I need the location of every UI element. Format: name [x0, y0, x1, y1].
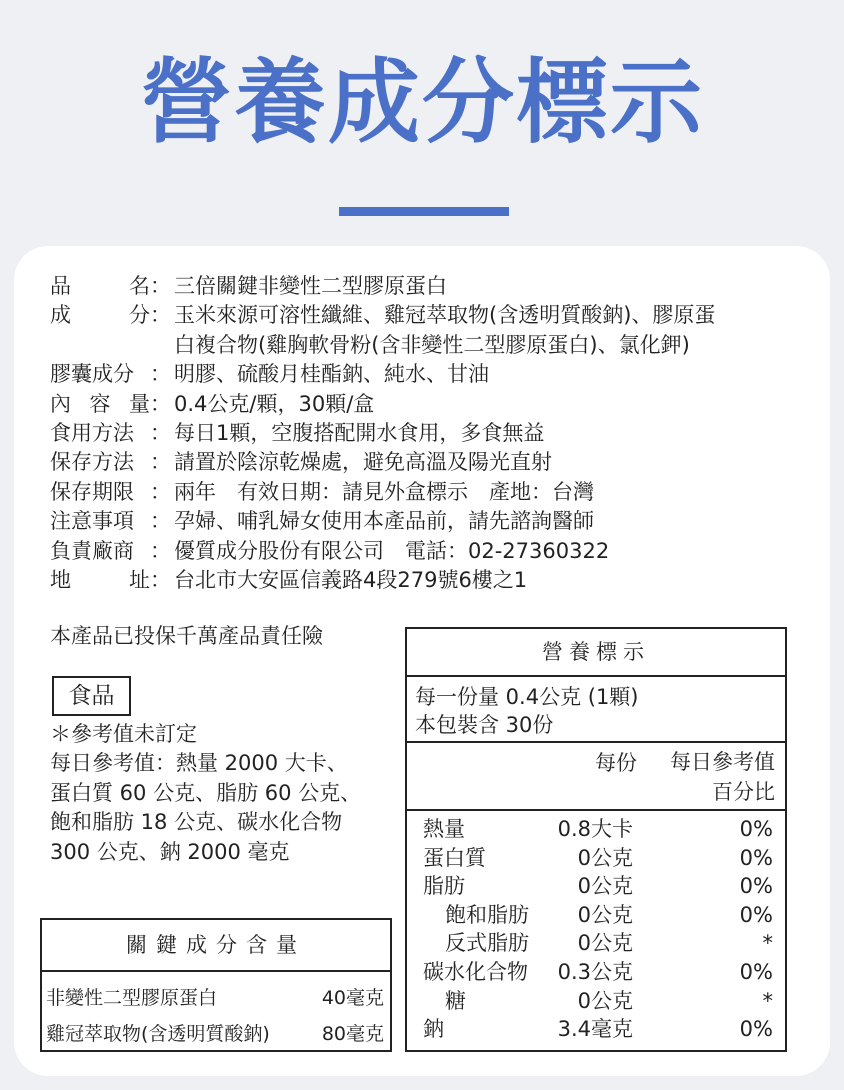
info-value: 玉米來源可溶性纖維、雞冠萃取物(含透明質酸鈉)、膠原蛋 白複合物(雞胸軟骨粉(含非變性二型膠原蛋白)、氯化鉀): [174, 303, 716, 357]
nutrition-row: 脂肪 0公克 0%: [423, 874, 773, 899]
info-row-shelf-life: 保存期限 ： 兩年 有效日期：請見外盒標示 產地：台灣: [50, 478, 810, 507]
nutrition-row: 碳水化合物 0.3公克 0%: [423, 959, 773, 984]
page-title: 營養成分標示: [139, 49, 704, 156]
info-row-capsule: 膠囊成分 ： 明膠、硫酸月桂酯鈉、純水、甘油: [50, 360, 810, 389]
nutrition-column-headers: [407, 743, 785, 811]
info-value: 三倍關鍵非變性二型膠原蛋白: [174, 274, 447, 298]
info-label: 保存期限: [50, 479, 134, 504]
ref-line: 300 公克、鈉 2000 毫克: [50, 839, 290, 864]
key-name: 雞冠萃取物(含透明質酸鈉): [46, 1023, 270, 1045]
ref-line: ＊參考值未訂定: [50, 722, 197, 746]
info-row-address: 地 址 ： 台北市大安區信義路4段279號6樓之1: [50, 566, 810, 595]
info-row-caution: 注意事項 ： 孕婦、哺乳婦女使用本產品前，請先諮詢醫師: [50, 507, 810, 536]
info-label: 食用方法: [50, 421, 134, 446]
nutrition-row: 糖 0公克 *: [445, 988, 773, 1013]
info-row-storage: 保存方法 ： 請置於陰涼乾燥處，避免高溫及陽光直射: [50, 448, 810, 477]
key-ingredients-title: 關鍵成分含量: [42, 920, 390, 972]
info-label: 地 址: [50, 568, 150, 593]
key-amount: 80毫克: [321, 1023, 384, 1045]
reference-values: [50, 720, 390, 867]
per-serving-header: 每份: [595, 751, 637, 775]
daily-value-header: 每日參考值 百分比: [670, 750, 775, 804]
nutrition-row: 熱量 0.8大卡 0%: [423, 817, 773, 841]
info-row-usage: 食用方法 ： 每日1顆，空腹搭配開水食用，多食無益: [50, 419, 810, 448]
key-name: 非變性二型膠原蛋白: [46, 987, 218, 1009]
nutrition-rows: [407, 811, 785, 1044]
info-value: 兩年 有效日期：請見外盒標示 產地：台灣: [174, 479, 594, 504]
key-amount: 40毫克: [321, 987, 384, 1009]
info-label: 內 容 量: [50, 391, 150, 416]
servings-per-package: 本包裝含 30份: [415, 713, 554, 737]
ref-line: 每日參考值：熱量 2000 大卡、: [50, 751, 348, 776]
info-label: 保存方法: [50, 450, 134, 475]
info-row-ingredients: 成 分 ： 玉米來源可溶性纖維、雞冠萃取物(含透明質酸鈉)、膠原蛋 白複合物(雞胸軟骨粉(含非變性二型膠原蛋白)、氯化鉀): [50, 301, 810, 360]
info-row-name: 品 名 ： 三倍關鍵非變性二型膠原蛋白: [50, 272, 810, 301]
info-label: 品 名: [50, 274, 150, 298]
info-value: 台北市大安區信義路4段279號6樓之1: [174, 568, 528, 593]
nutrition-row: 鈉 3.4毫克 0%: [423, 1017, 773, 1042]
info-label: 注意事項: [50, 509, 134, 534]
info-value: 請置於陰涼乾燥處，避免高溫及陽光直射: [174, 450, 552, 475]
nutrition-row: 反式脂肪 0公克 *: [445, 931, 773, 956]
serving-info: [407, 677, 785, 743]
info-label: 負責廠商: [50, 538, 134, 563]
info-row-content: 內 容 量 ： 0.4公克/顆，30顆/盒: [50, 390, 810, 419]
info-row-manufacturer: 負責廠商 ： 優質成分股份有限公司 電話：02-27360322: [50, 537, 810, 566]
info-label: 成 分: [50, 303, 150, 328]
nutrition-table: [405, 627, 787, 1052]
info-value: 孕婦、哺乳婦女使用本產品前，請先諮詢醫師: [174, 509, 594, 534]
title-underline: [339, 207, 509, 216]
key-row: [42, 1016, 390, 1052]
nutrition-row: 飽和脂肪 0公克 0%: [445, 902, 773, 927]
key-ingredients-table: [40, 918, 392, 1052]
product-info: [50, 272, 810, 595]
nutrition-title: 營養標示: [407, 629, 785, 677]
insurance-note: 本產品已投保千萬產品責任險: [50, 624, 323, 648]
info-value: 明膠、硫酸月桂酯鈉、純水、甘油: [174, 362, 489, 387]
ref-line: 蛋白質 60 公克、脂肪 60 公克、: [50, 780, 362, 805]
info-value: 0.4公克/顆，30顆/盒: [174, 391, 375, 416]
ref-line: 飽和脂肪 18 公克、碳水化合物: [50, 810, 343, 835]
key-row: [42, 980, 390, 1016]
serving-size: 每一份量 0.4公克 (1顆): [415, 685, 639, 709]
info-label: 膠囊成分: [50, 362, 134, 387]
food-badge: 食品: [52, 676, 131, 716]
info-value: 優質成分股份有限公司 電話：02-27360322: [174, 538, 610, 563]
nutrition-row: 蛋白質 0公克 0%: [423, 845, 773, 870]
info-value: 每日1顆，空腹搭配開水食用，多食無益: [174, 421, 545, 446]
